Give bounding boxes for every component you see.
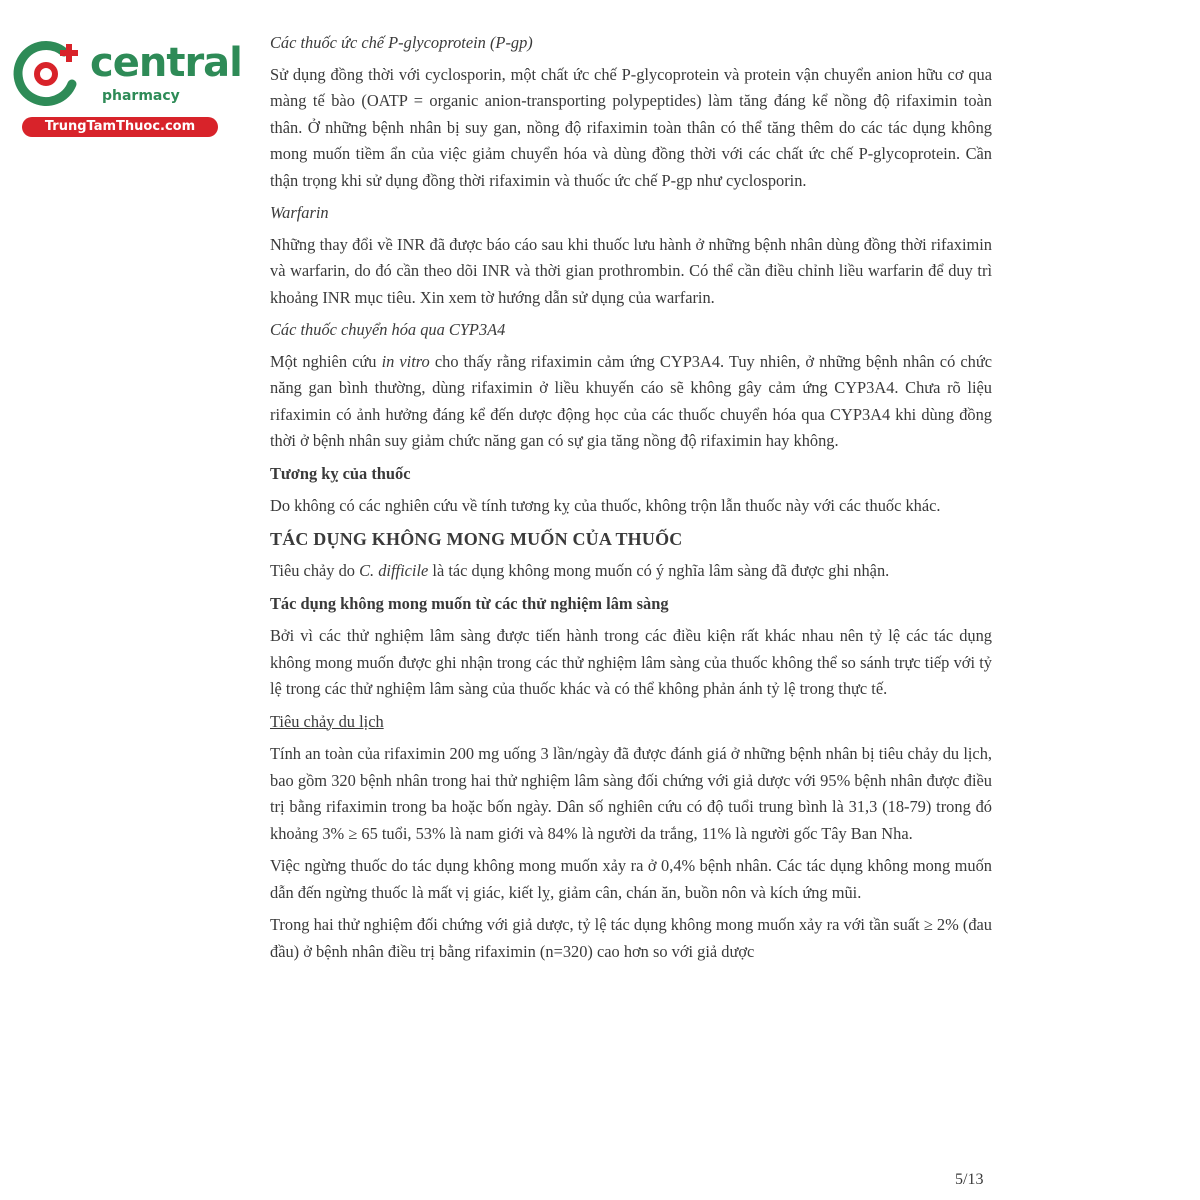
brand-subtitle: pharmacy bbox=[102, 88, 180, 104]
document-page bbox=[270, 30, 992, 971]
pgp-paragraph: Sử dụng đồng thời với cyclosporin, một chất ức chế P-glycoprotein và protein vận chuyển anion hữu cơ qua màng tế bào (OATP = organic anion-transporting polypeptides) làm tăng đáng kể nồng độ rifaximin toàn thân. Ở những bệnh nhân bị suy gan, nồng độ rifaximin toàn thân có thể tăng thêm do các tác dụng không mong muốn tiềm ẩn của việc giảm chuyển hóa và dùng đồng thời với các chất ức chế P-glycoprotein. Cần thận trọng khi sử dụng đồng thời rifaximin và thuốc ức chế P-gp như cyclosporin. bbox=[270, 64, 992, 190]
brand-website: TrungTamThuoc.com bbox=[22, 117, 218, 137]
in-vitro-term: in vitro bbox=[381, 351, 430, 371]
pgp-heading: Các thuốc ức chế P-glycoprotein (P-gp) bbox=[270, 33, 533, 52]
brand-name: central bbox=[90, 40, 242, 86]
travelers-diarrhea-paragraph-1: Tính an toàn của rifaximin 200 mg uống 3 lần/ngày đã được đánh giá ở những bệnh nhân bị tiêu chảy du lịch, bao gồm 320 bệnh nhân trong hai thử nghiệm lâm sàng đối chứng với giả dược với 95% bệnh nhân được điều trị bằng rifaximin trong ba hoặc bốn ngày. Dân số nghiên cứu có độ tuổi trung bình là 31,3 (18-79) trong đó khoảng 3% ≥ 65 tuổi, 53% là nam giới và 84% là người da trắng, 11% là người gốc Tây Ban Nha. bbox=[270, 744, 992, 843]
adverse-effects-heading: TÁC DỤNG KHÔNG MONG MUỐN CỦA THUỐC bbox=[270, 528, 683, 549]
adverse-text-start: Tiêu chảy do bbox=[270, 561, 355, 580]
central-pharmacy-logo bbox=[10, 36, 242, 136]
cyp3a4-heading: Các thuốc chuyển hóa qua CYP3A4 bbox=[270, 320, 506, 339]
travelers-diarrhea-paragraph-3: Trong hai thử nghiệm đối chứng với giả dược, tỷ lệ tác dụng không mong muốn xảy ra với tần suất ≥ 2% (đau đầu) ở bệnh nhân điều trị bằng rifaximin (n=320) cao hơn so với giả dược bbox=[270, 915, 992, 961]
clinical-trials-heading: Tác dụng không mong muốn từ các thử nghiệm lâm sàng bbox=[270, 593, 669, 613]
adverse-text-end: là tác dụng không mong muốn có ý nghĩa lâm sàng đã được ghi nhận. bbox=[432, 561, 890, 580]
travelers-diarrhea-heading: Tiêu chảy du lịch bbox=[270, 711, 384, 731]
warfarin-paragraph: Những thay đổi về INR đã được báo cáo sau khi thuốc lưu hành ở những bệnh nhân dùng đồng thời rifaximin và warfarin, do đó cần theo dõi INR và thời gian prothrombin. Có thể cần điều chỉnh liều warfarin để duy trì khoảng INR mục tiêu. Xin xem tờ hướng dẫn sử dụng của warfarin. bbox=[270, 234, 992, 307]
page-number: 5/13 bbox=[955, 1171, 984, 1188]
warfarin-heading: Warfarin bbox=[270, 203, 329, 222]
c-difficile-term: C. difficile bbox=[359, 561, 429, 580]
clinical-trials-paragraph: Bởi vì các thử nghiệm lâm sàng được tiến hành trong các điều kiện rất khác nhau nên tỷ lệ các tác dụng không mong muốn được ghi nhận trong các thử nghiệm lâm sàng của thuốc không thể so sánh trực tiếp với tỷ lệ trong các thử nghiệm lâm sàng của thuốc khác và có thể không phản ánh tỷ lệ trong thực tế. bbox=[270, 626, 992, 698]
adverse-effects-paragraph bbox=[270, 558, 992, 585]
travelers-diarrhea-paragraph-2: Việc ngừng thuốc do tác dụng không mong muốn xảy ra ở 0,4% bệnh nhân. Các tác dụng không mong muốn dẫn đến ngừng thuốc là mất vị giác, kiết lỵ, giảm cân, chán ăn, buồn nôn và kích ứng mũi. bbox=[270, 856, 992, 902]
pharmacy-cross-icon bbox=[12, 38, 84, 110]
cyp3a4-text-start: Một nghiên cứu bbox=[270, 351, 377, 371]
compatibility-heading: Tương kỵ của thuốc bbox=[270, 463, 411, 483]
compatibility-paragraph: Do không có các nghiên cứu về tính tương kỵ của thuốc, không trộn lẫn thuốc này với các thuốc khác. bbox=[270, 496, 941, 515]
cyp3a4-text-end: cho thấy rằng rifaximin cảm ứng CYP3A4. Tuy nhiên, ở những bệnh nhân có chức năng gan bình thường, dùng rifaximin ở liều khuyến cáo sẽ không gây cảm ứng CYP3A4. Chưa rõ liệu rifaximin có ảnh hưởng đáng kể đến dược động học của các thuốc chuyển hóa qua CYP3A4 khi dùng đồng thời ở bệnh nhân suy giảm chức năng gan có sự gia tăng nồng độ rifaximin hay không. bbox=[270, 351, 992, 450]
cyp3a4-paragraph bbox=[270, 349, 992, 455]
